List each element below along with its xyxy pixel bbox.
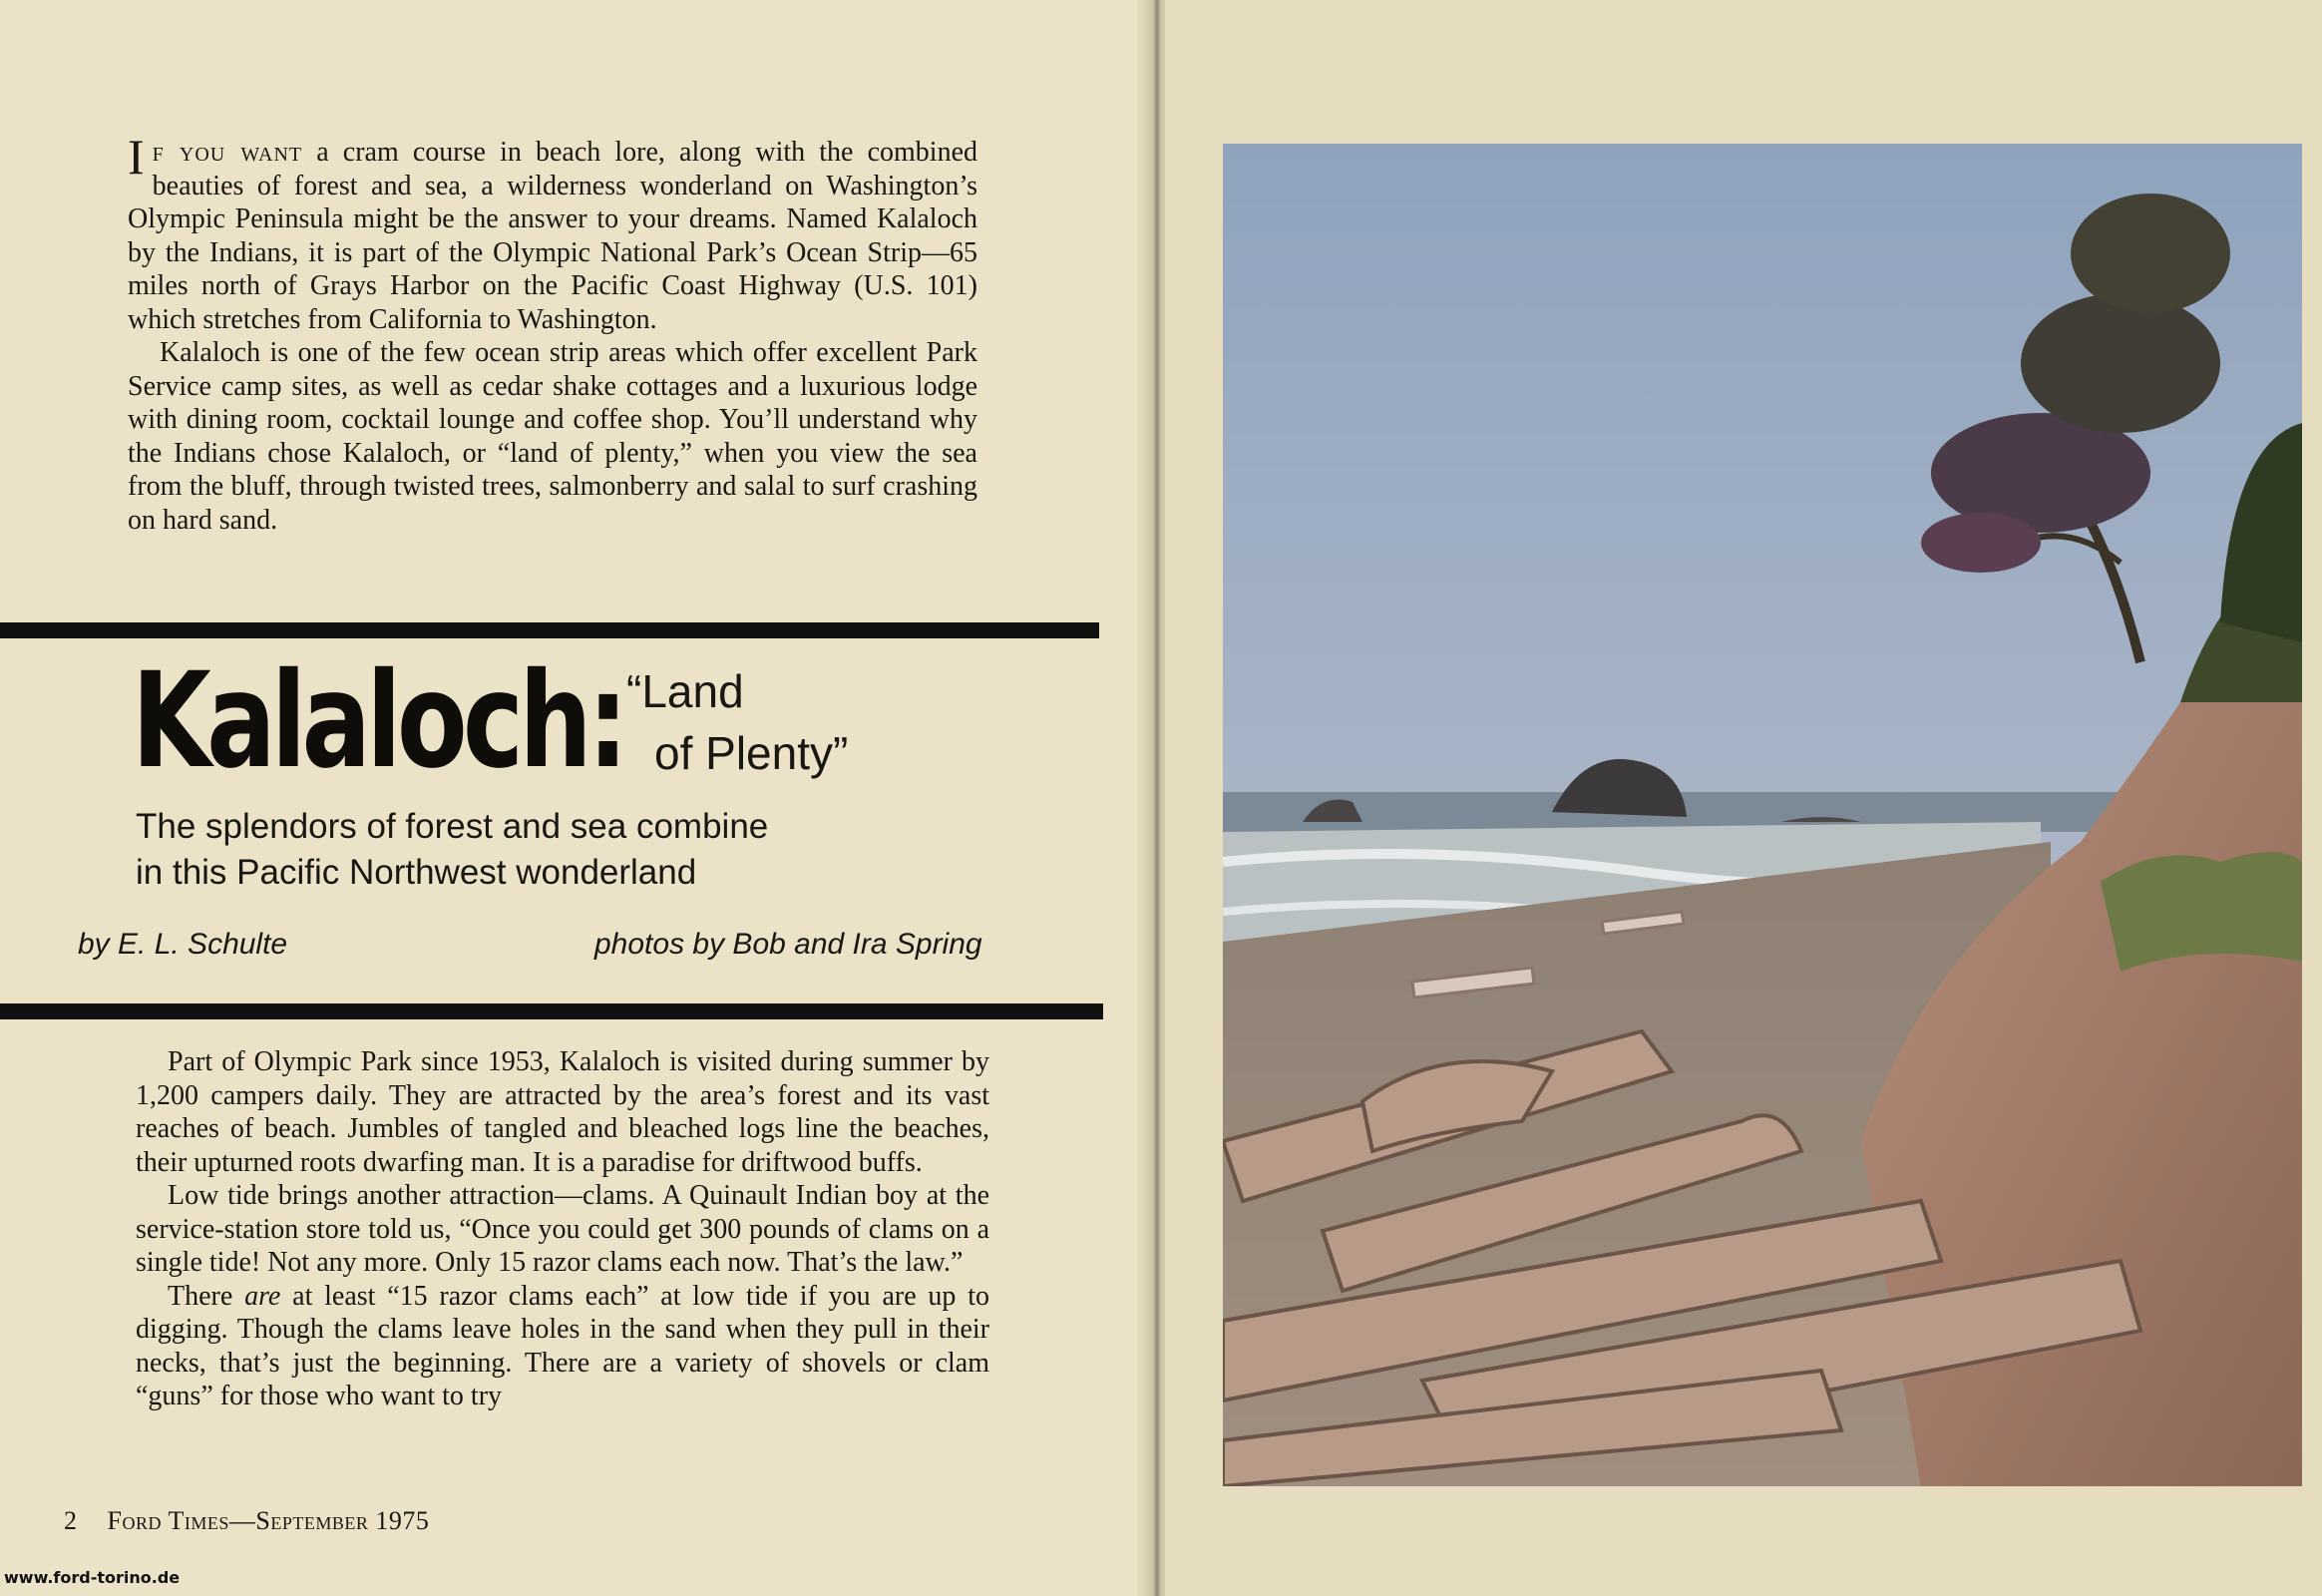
- article-paragraph-1: Part of Olympic Park since 1953, Kalaloch is visited during summer by 1,200 campers daily. They are attracted by the area’s forest and its vast reaches of beach. Jumbles of tangled and bleached logs line the beaches, their upturned roots dwarfing man. It is a paradise for driftwood buffs.: [136, 1046, 989, 1178]
- bottom-rule: [0, 1003, 1103, 1019]
- article-paragraph-3-emphasis: are: [244, 1280, 281, 1312]
- page-number: 2: [64, 1506, 78, 1535]
- article-paragraph-3-end: at least “15 razor clams each” at low tide if you are up to digging. Though the clams leave holes in the sand when they pull in their necks, that’s just the beginning. There are a variety of shovels or clam “guns” for those who want to try: [136, 1280, 989, 1411]
- subheadline-line-1: The splendors of forest and sea combine: [136, 807, 769, 846]
- lead-in: f you want: [152, 137, 303, 168]
- headline-quote: [626, 660, 848, 784]
- headline-title: Kalaloch:: [132, 644, 624, 798]
- page-footer: [64, 1506, 429, 1536]
- photo-credit: photos by Bob and Ira Spring: [594, 928, 982, 961]
- author-byline: by E. L. Schulte: [78, 928, 288, 961]
- intro-paragraph-1-text: a cram course in beach lore, along with the combined beauties of forest and sea, a wilderness wonderland on Washington’s Olympic Peninsula might be the answer to your dreams. Named Kalaloch by the Indians, it is part of the Olympic National Park’s Ocean Strip—65 miles north of Grays Harbor on the Pacific Coast Highway (U.S. 101) which stretches from California to Washington.: [128, 137, 977, 335]
- left-page: [0, 0, 1153, 1596]
- drop-cap: I: [128, 129, 145, 185]
- magazine-issue: Ford Times—September 1975: [107, 1506, 430, 1535]
- beach-photo-illustration: [1223, 144, 2302, 1486]
- site-watermark: www.ford-torino.de: [4, 1568, 181, 1587]
- beach-photo: [1223, 144, 2302, 1486]
- intro-text: [128, 129, 977, 537]
- subheadline-line-2: in this Pacific Northwest wonderland: [136, 853, 697, 892]
- headline-quote-line-1: “Land: [626, 665, 744, 717]
- intro-paragraph-2: Kalaloch is one of the few ocean strip areas which offer excellent Park Service camp sites, as well as cedar shake cottages and a luxurious lodge with dining room, cocktail lounge and coffee shop. You’ll understand why the Indians chose Kalaloch, or “land of plenty,” when you view the sea from the bluff, through twisted trees, salmonberry and salal to surf crashing on hard sand.: [128, 337, 977, 536]
- headline-quote-line-2: of Plenty”: [654, 727, 849, 779]
- article-paragraph-3: [136, 1280, 989, 1413]
- article-paragraph-2: Low tide brings another attraction—clams. A Quinault Indian boy at the service-station store told us, “Once you could get 300 pounds of clams on a single tide! Not any more. Only 15 razor clams each now. That’s the law.”: [136, 1180, 989, 1278]
- top-rule: [0, 622, 1099, 638]
- article-text: [136, 1045, 989, 1413]
- intro-paragraph-1: [128, 129, 977, 336]
- article-paragraph-3-start: There: [168, 1280, 245, 1312]
- subheadline: [136, 804, 993, 896]
